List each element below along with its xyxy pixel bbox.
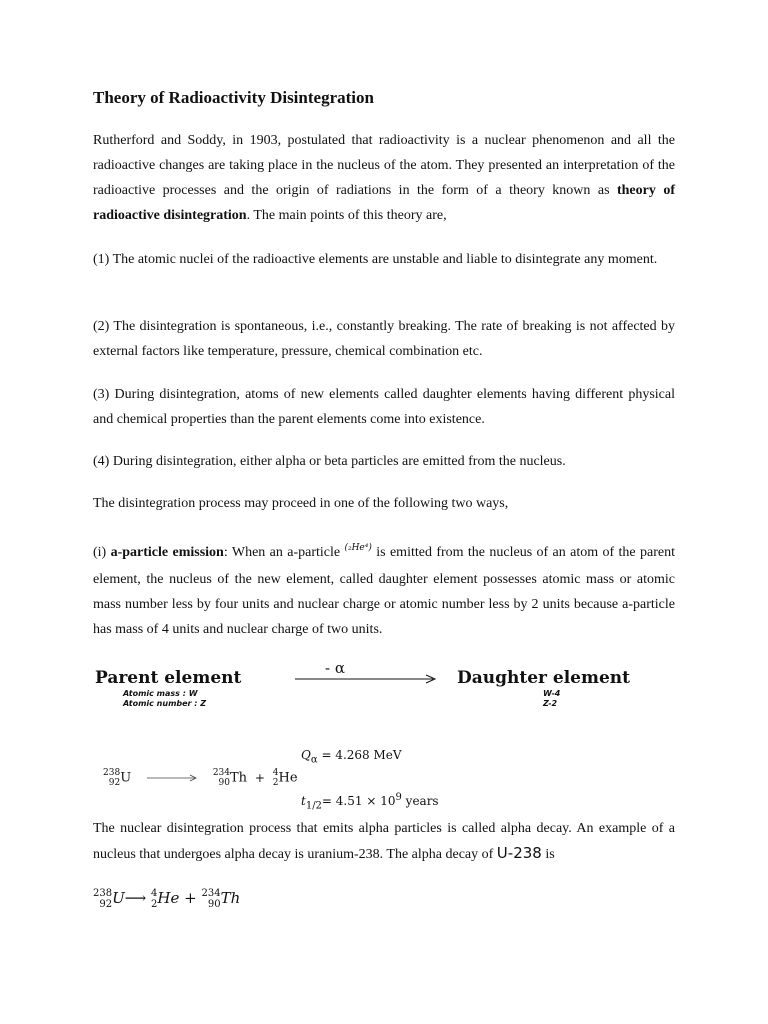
point-1: (1) The atomic nuclei of the radioactive elements are unstable and liable to disintegrate any moment.: [93, 252, 658, 267]
t-exponent: 9: [395, 792, 402, 803]
alpha-decay-suffix: is: [541, 847, 555, 862]
helium-nuclide: [273, 768, 298, 788]
intro-text-1: Rutherford and Soddy, in 1903, postulated that radioactivity is a nuclear phenomenon and all the radioactive changes are taking place in the nucleus of the atom. They presented an interpretation of the radioactive processes and the origin of radiations in the form of a theory known as: [93, 133, 675, 198]
intro-text-2: . The main points of this theory are,: [246, 208, 447, 223]
thorium-nuclide: [213, 768, 247, 788]
ways-line: The disintegration process may proceed in one of the following two ways,: [93, 496, 509, 511]
uranium-nuclide: [103, 768, 131, 788]
reaction-arrow-icon: [293, 673, 439, 685]
uranium-decay-equation: [103, 768, 298, 788]
th-number: 90: [218, 778, 230, 788]
he-number: 2: [272, 778, 279, 788]
f-he-number: 2: [151, 899, 158, 910]
q-value-text: = 4.268 MeV: [321, 748, 402, 762]
alpha-text-1: : When an a-particle: [223, 545, 345, 560]
alpha-decay-formula: [93, 888, 240, 910]
f-u-number: 92: [99, 899, 113, 910]
point-4: (4) During disintegration, either alpha or beta particles are emitted from the nucleus.: [93, 454, 566, 469]
th-mass: 234: [212, 768, 230, 778]
alpha-decay-paragraph: [93, 816, 675, 867]
alpha-bold-term: a-particle emission: [110, 545, 224, 560]
parent-atomic-number: Atomic number : Z: [123, 699, 207, 708]
daughter-atomic-number: Z-2: [543, 699, 558, 708]
decay-arrow-icon: [145, 773, 199, 783]
he-symbol: He: [278, 770, 298, 786]
u-symbol: U: [120, 770, 132, 786]
arrow-label: - α: [325, 659, 345, 677]
point-2: (2) The disintegration is spontaneous, i.e., constantly breaking. The rate of breaking is not affected by external factors like temperature, pressure, chemical combination etc.: [93, 319, 675, 359]
f-he-symbol: He: [157, 889, 180, 907]
u-number: 92: [108, 778, 121, 788]
u-mass: 238: [103, 768, 121, 778]
f-arrow-icon: ⟶: [124, 889, 147, 907]
parent-element-label: Parent element: [95, 668, 242, 688]
intro-paragraph: [93, 128, 675, 228]
alpha-decay-text: The nuclear disintegration process that emits alpha particles is called alpha decay. An example of a nucleus that undergoes alpha decay is uranium-238. The alpha decay of: [93, 821, 675, 862]
helium-inline-symbol: (₂He⁴): [344, 543, 372, 553]
alpha-text-2: is emitted from the nucleus of an atom of the parent element, the nucleus of the new element, called daughter element possesses atomic mass or atomic mass number less by four units and nuclear charge or atomic number less by 2 units because a-particle has mass of 4 units and nuclear charge of two units.: [93, 545, 675, 637]
f-th-mass: 234: [201, 888, 221, 899]
q-subscript: α: [310, 754, 318, 766]
decay-diagram: [93, 659, 675, 713]
he-mass: 4: [272, 768, 279, 778]
page-title: Theory of Radioactivity Disintegration: [93, 88, 374, 107]
point-3: (3) During disintegration, atoms of new elements called daughter elements having different physical and chemical properties than the parent elements come into existence.: [93, 387, 675, 427]
th-symbol: Th: [230, 770, 248, 786]
q-symbol: Q: [301, 748, 311, 762]
f-u-symbol: U: [112, 889, 125, 907]
daughter-atomic-mass: W-4: [543, 689, 561, 698]
t-subscript: 1/2: [305, 800, 322, 812]
t-value-post: years: [401, 794, 439, 808]
f-th-symbol: Th: [220, 889, 241, 907]
daughter-element-label: Daughter element: [457, 668, 631, 688]
u238-label: U-238: [496, 844, 542, 862]
alpha-emission-paragraph: [93, 540, 675, 642]
f-plus-sign: +: [184, 889, 197, 907]
t-symbol: t: [301, 794, 306, 808]
f-u-mass: 238: [93, 888, 113, 899]
alpha-prefix: (i): [93, 545, 111, 560]
f-he-mass: 4: [151, 888, 158, 899]
plus-sign: +: [254, 770, 265, 785]
q-value: [301, 748, 402, 765]
intro-bold-term: theory of radioactive disintegration: [93, 183, 675, 223]
parent-atomic-mass: Atomic mass : W: [123, 689, 198, 698]
t-value-pre: = 4.51 × 10: [321, 794, 396, 808]
half-life: [301, 792, 439, 811]
f-th-number: 90: [207, 899, 221, 910]
